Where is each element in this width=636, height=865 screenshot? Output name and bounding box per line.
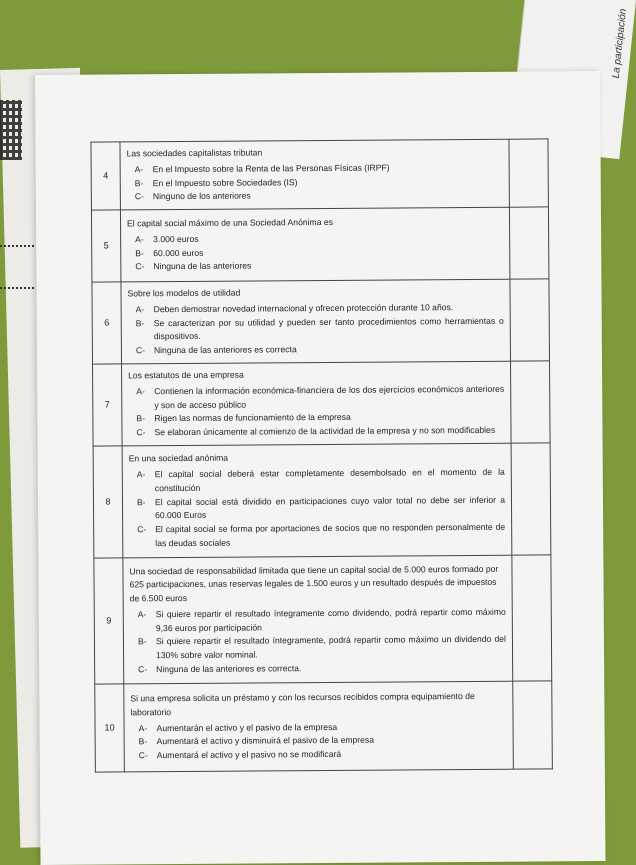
- option-item: [130, 605, 506, 635]
- options-list: [127, 160, 503, 204]
- background-right-title: La participación: [610, 8, 629, 79]
- question-number: 4: [91, 142, 120, 210]
- option-letter: A-: [136, 469, 146, 480]
- option-text: Ninguno de los anteriores: [152, 190, 251, 202]
- question-text: Sobre los modelos de utilidad: [127, 287, 241, 299]
- option-text: El capital social se forma por aportaciones de socios que no responden personalmente de las deudas sociales: [155, 521, 506, 549]
- dotted-line: [0, 287, 34, 289]
- question-text: Una sociedad de responsabilidad limitada que tiene un capital social de 5.000 euros formado por 625 participaciones, unas reservas legales de 1.500 euros y un resultado después de impuestos de 6.500 euros: [129, 563, 499, 604]
- answer-cell[interactable]: [513, 681, 553, 769]
- option-item: [129, 493, 505, 523]
- option-letter: A-: [138, 722, 148, 733]
- option-text: Aumentarán el activo y el pasivo de la empresa: [156, 721, 338, 733]
- answer-cell[interactable]: [509, 139, 548, 207]
- option-text: El capital social está dividido en participaciones cuyo valor total no debe ser inferior a 60.000 Euros: [154, 494, 506, 521]
- option-letter: B-: [135, 247, 144, 258]
- option-item: [128, 383, 504, 413]
- option-text: Contienen la información económica-financiera de los dos ejercicios económicos anteriores y son de acceso público: [154, 383, 505, 410]
- question-body: [123, 555, 513, 684]
- option-letter: B-: [135, 317, 145, 328]
- question-row: [91, 207, 548, 282]
- option-letter: B-: [137, 636, 147, 647]
- options-list: [129, 466, 506, 551]
- dotted-line: [0, 245, 34, 247]
- question-number: 5: [91, 210, 121, 282]
- options-list: [128, 301, 504, 359]
- option-letter: C-: [138, 663, 148, 675]
- question-body: [121, 279, 511, 364]
- option-letter: C-: [138, 750, 148, 761]
- option-item: [127, 258, 503, 274]
- question-row: [94, 555, 552, 684]
- option-text: En el Impuesto sobre Sociedades (IS): [152, 176, 298, 188]
- background-right-text: [611, 8, 629, 79]
- option-item: [129, 466, 505, 496]
- option-item: [128, 342, 504, 358]
- option-text: 3.000 euros: [153, 233, 199, 244]
- option-letter: B-: [138, 736, 148, 747]
- option-text: Ninguna de las anteriores es correcta: [153, 344, 297, 356]
- options-list: [128, 383, 504, 441]
- options-list: [131, 719, 507, 763]
- question-text: Si una empresa solicita un préstamo y con los recursos recibidos compra equipamiento de laboratorio: [130, 691, 475, 718]
- option-text: En el Impuesto sobre la Renta de las Personas Físicas (IRPF): [152, 162, 390, 174]
- option-letter: B-: [136, 413, 146, 424]
- option-letter: A-: [135, 233, 144, 245]
- options-list: [130, 605, 506, 676]
- question-body: [122, 361, 512, 446]
- question-text: En una sociedad anónima: [128, 453, 229, 464]
- question-number: 10: [95, 684, 125, 772]
- question-text: El capital social máximo de una Sociedad Anónima es: [127, 216, 333, 229]
- option-letter: A-: [136, 386, 145, 397]
- question-body: [124, 681, 514, 772]
- question-text: Los estatutos de una empresa: [128, 369, 244, 381]
- option-letter: C-: [137, 524, 147, 535]
- answer-cell[interactable]: [509, 207, 549, 279]
- option-item: [127, 188, 503, 204]
- option-letter: B-: [136, 496, 146, 507]
- option-letter: C-: [136, 427, 146, 438]
- option-letter: A-: [137, 608, 147, 620]
- question-text: Las sociedades capitalistas tributan: [126, 147, 263, 159]
- question-row: [92, 279, 550, 364]
- option-text: Se caracterizan por su utilidad y pueden ser tanto procedimientos como herramientas o dispositivos.: [153, 315, 504, 342]
- question-row: [91, 139, 548, 210]
- question-row: [93, 361, 551, 446]
- answer-cell[interactable]: [512, 555, 552, 681]
- answer-cell[interactable]: [510, 279, 550, 361]
- answer-cell[interactable]: [511, 443, 551, 555]
- option-text: Deben demostrar novedad internacional y ofrecen protección durante 10 años.: [153, 301, 454, 315]
- question-number: 6: [92, 282, 122, 364]
- option-item: [129, 521, 505, 551]
- option-item: [130, 633, 506, 663]
- question-number: 7: [93, 364, 123, 446]
- question-row: [95, 681, 553, 772]
- option-item: [131, 747, 507, 763]
- option-text: Aumentará el activo y el pasivo no se modificará: [156, 749, 342, 761]
- question-number: 9: [94, 558, 124, 684]
- answer-cell[interactable]: [511, 361, 551, 443]
- exam-paper: [35, 71, 606, 865]
- option-text: Rigen las normas de funcionamiento de la empresa: [154, 412, 351, 424]
- option-text: El capital social deberá estar completamente desembolsado en el momento de la constitución: [154, 466, 505, 494]
- option-text: Ninguna de las anteriores: [153, 260, 252, 272]
- option-text: Se elaboran únicamente al comienzo de la actividad de la empresa y no son modificables: [154, 424, 496, 438]
- option-text: Ninguna de las anteriores es correcta.: [156, 662, 302, 674]
- option-letter: B-: [134, 177, 144, 188]
- qr-code-icon: [0, 100, 22, 160]
- option-letter: A-: [134, 163, 144, 175]
- option-letter: A-: [135, 304, 145, 315]
- option-item: [130, 660, 506, 676]
- option-item: [128, 314, 504, 344]
- options-list: [127, 230, 503, 274]
- option-letter: C-: [135, 345, 146, 356]
- question-body: [122, 443, 512, 558]
- option-letter: C-: [134, 191, 144, 202]
- question-number: 8: [93, 446, 123, 558]
- option-text: 60.000 euros: [153, 247, 204, 258]
- questions-table: [90, 138, 552, 772]
- option-letter: C-: [135, 261, 145, 272]
- option-text: Aumentará el activo y disminuirá el pasivo de la empresa: [156, 735, 375, 747]
- question-body: [120, 139, 509, 210]
- question-row: [93, 443, 551, 558]
- option-item: [128, 424, 504, 440]
- option-text: Si quiere repartir el resultado íntegramente como dividendo, podrá repartir como máximo 9,36 euros por participación: [155, 606, 506, 633]
- question-body: [120, 207, 509, 282]
- option-text: Si quiere repartir el resultado íntegramente, podrá repartir como máximo un dividendo del 130% sobre valor nominal.: [155, 633, 506, 661]
